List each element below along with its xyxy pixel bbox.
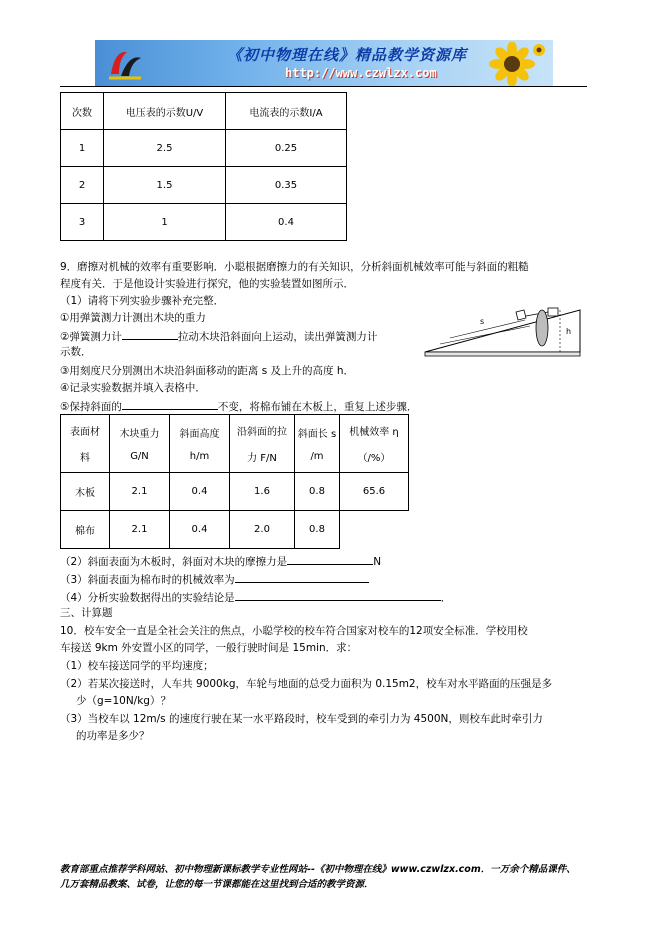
table-cell: 0.25 (226, 130, 347, 167)
table-cell: 2.5 (104, 130, 226, 167)
q9-part2-unit: N (373, 556, 382, 568)
q9-step5-text-b: 不变，将棉布铺在木板上，重复上述步骤． (217, 401, 418, 413)
section-heading-calc: 三、计算题 (60, 607, 113, 619)
q9-part3 (60, 571, 369, 587)
q9-step4: ④记录实验数据并填入表格中． (60, 382, 206, 394)
table-cell: 棉布 (61, 511, 110, 549)
q9-part1: （1）请将下列实验步骤补充完整． (60, 295, 225, 307)
table-cell: 0.4 (226, 204, 347, 241)
q9-step2-text-a: ②弹簧测力计 (60, 331, 122, 343)
q9-part2 (60, 553, 381, 569)
q10-part3-cont: 的功率是多少？ (76, 730, 150, 742)
q9-step1: ①用弹簧测力计测出木块的重力 (60, 312, 206, 324)
q10-part1: （1）校车接送同学的平均速度； (60, 660, 214, 672)
q9-step2 (60, 328, 377, 344)
table-header-cell: 木块重力 G/N (110, 415, 170, 473)
table-cell: 65.6 (340, 473, 409, 511)
q9-step3: ③用刻度尺分别测出木块沿斜面移动的距离 s 及上升的高度 h． (60, 365, 355, 377)
table-cell: 1 (61, 130, 104, 167)
table-cell: 2.0 (230, 511, 295, 549)
voltage-current-table (60, 92, 347, 241)
table-header-cell: 斜面长 s /m (295, 415, 340, 473)
table-cell: 1.5 (104, 167, 226, 204)
answer-blank[interactable] (235, 571, 369, 583)
banner-url[interactable]: http://www.czwlzx.com (285, 66, 437, 80)
table-cell: 1.6 (230, 473, 295, 511)
figure-label-h: h (566, 327, 572, 336)
q10-part3: （3）当校车以 12m/s 的速度行驶在某一水平路段时，校车受到的牵引力为 4500N，则校车此时牵引力 (60, 713, 543, 725)
table-header-cell: 次数 (61, 93, 104, 130)
table-header-cell: 沿斜面的拉 力 F/N (230, 415, 295, 473)
table-cell: 木板 (61, 473, 110, 511)
table-cell: 3 (61, 204, 104, 241)
header-banner (95, 40, 553, 86)
sunflower-icon (477, 42, 547, 86)
q9-part4 (60, 589, 451, 605)
table-header-cell: 斜面高度 h/m (170, 415, 230, 473)
table-header-row (61, 415, 409, 473)
q9-part3-text: （3）斜面表面为棉布时的机械效率为 (60, 574, 235, 586)
header-rule (60, 86, 587, 87)
q9-part2-text: （2）斜面表面为木板时，斜面对木块的摩擦力是 (60, 556, 288, 568)
table-header-cell: 电流表的示数I/A (226, 93, 347, 130)
incline-plane-figure (420, 290, 590, 360)
banner-title: 《初中物理在线》精品教学资源库 (227, 46, 468, 64)
figure-label-s: s (480, 317, 485, 326)
q9-intro-line2: 程度有关．于是他设计实验进行探究，他的实验装置如图所示． (60, 278, 354, 290)
table-cell: 0.8 (295, 473, 340, 511)
table-row (61, 130, 347, 167)
table-header-cell: 机械效率 η （/%） (340, 415, 409, 473)
table-row (61, 167, 347, 204)
table-row (61, 204, 347, 241)
q9-step2-text-b: 拉动木块沿斜面向上运动，读出弹簧测力计 (177, 331, 378, 343)
q9-step5 (60, 398, 417, 414)
q10-part2-cont: 少（g=10N/kg）？ (76, 695, 171, 707)
table-cell (340, 511, 409, 549)
site-logo-icon (105, 44, 145, 82)
table-row (61, 473, 409, 511)
page-footer (60, 862, 576, 892)
answer-blank[interactable] (122, 328, 178, 340)
table-cell: 1 (104, 204, 226, 241)
q9-step2-cont: 示数． (60, 346, 92, 358)
table-header-cell: 表面材 料 (61, 415, 110, 473)
incline-efficiency-table (60, 414, 409, 549)
table-cell: 2.1 (110, 473, 170, 511)
q9-part4-text: （4）分析实验数据得出的实验结论是 (60, 592, 235, 604)
q9-step5-text-a: ⑤保持斜面的 (60, 401, 122, 413)
q10-line2: 车接送 9km 外安置小区的同学，一般行驶时间是 15min．求： (60, 642, 358, 654)
table-cell: 0.4 (170, 473, 230, 511)
table-cell: 0.4 (170, 511, 230, 549)
q10-line1: 10．校车安全一直是全社会关注的焦点，小聪学校的校车符合国家对校车的12项安全标准．学校用校 (60, 625, 528, 637)
table-cell: 0.8 (295, 511, 340, 549)
answer-blank[interactable] (122, 398, 218, 410)
table-header-cell: 电压表的示数U/V (104, 93, 226, 130)
answer-blank[interactable] (235, 589, 441, 601)
q9-intro-line1: 9．磨擦对机械的效率有重要影响．小聪根据磨擦力的有关知识，分析斜面机械效率可能与斜面的粗糙 (60, 261, 529, 273)
footer-line2: 几万套精品教案、试卷，让您的每一节课都能在这里找到合适的教学资源． (60, 879, 374, 890)
q10-part2: （2）若某次接送时，人车共 9000kg，车轮与地面的总受力面积为 0.15m2，校车对水平路面的压强是多 (60, 678, 553, 690)
table-row (61, 511, 409, 549)
answer-blank[interactable] (287, 553, 373, 565)
table-header-row (61, 93, 347, 130)
table-cell: 0.35 (226, 167, 347, 204)
table-cell: 2.1 (110, 511, 170, 549)
q9-part4-end: ． (440, 592, 452, 604)
footer-line1: 教育部重点推荐学科网站、初中物理新课标教学专业性网站--《初中物理在线》www.czwlzx.com．一万余个精品课件、 (60, 864, 576, 875)
table-cell: 2 (61, 167, 104, 204)
